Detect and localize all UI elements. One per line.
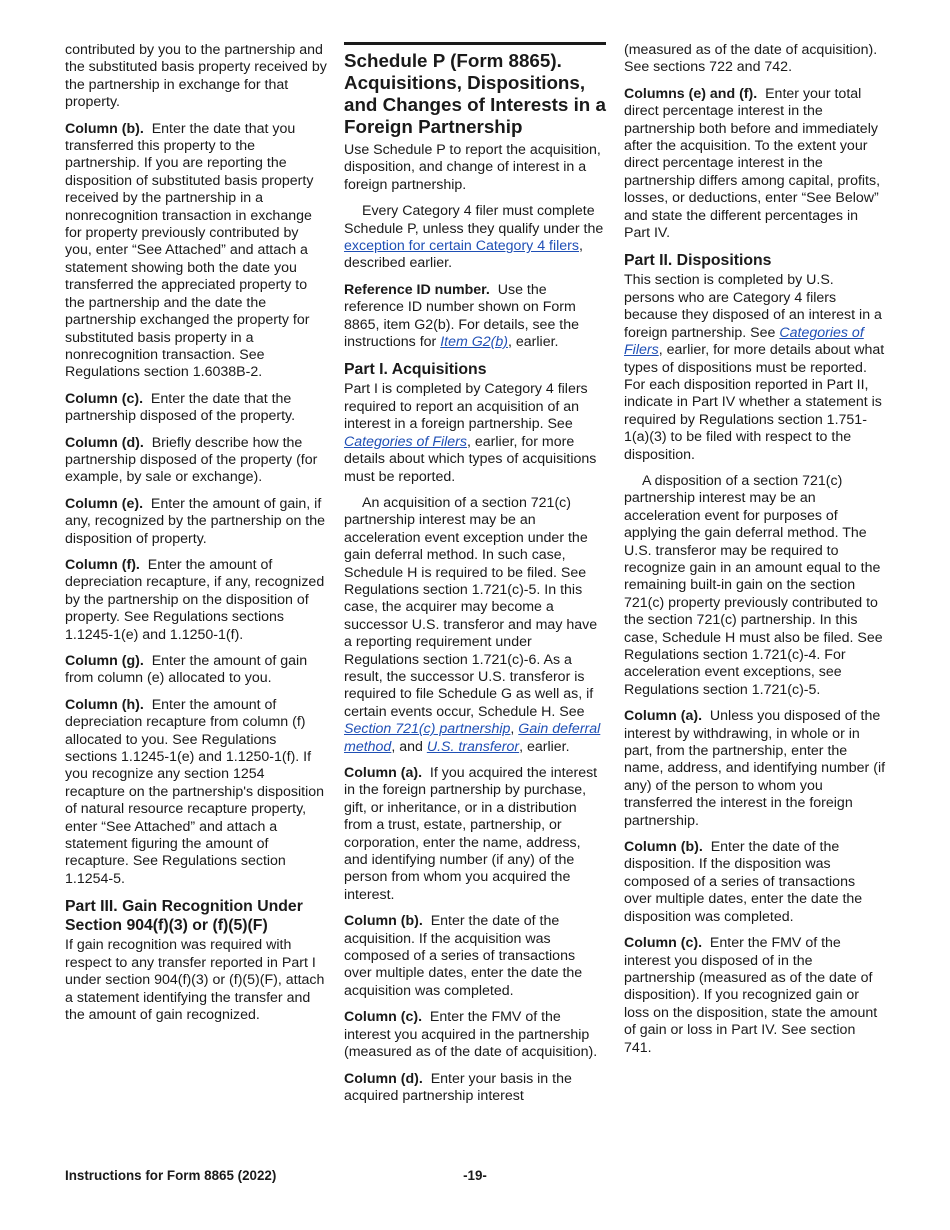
columns-e-f-text: Enter your total direct percentage interest in the partnership both before and immediately after the acquisition. To the extent your direct percentage interest in the partnership differs among capital, profits, losses, or deductions, enter “See Below” and state the different percentages in Part IV. (624, 85, 881, 242)
reference-id-text-end: , earlier. (508, 334, 559, 351)
column-h-entry (65, 697, 327, 888)
schedule-p-intro: Use Schedule P to report the acquisition, disposition, and change of interest in a foreign partnership. (344, 142, 601, 193)
disp-column-c-text: Enter the FMV of the interest you disposed of in the partnership (measured as of the date of disposition). If you recognized gain or loss on the disposition, state the amount of gain or loss in Part IV. See section 741. (624, 935, 878, 1056)
link-separator: , and (391, 738, 427, 755)
column-g-text: Enter the amount of gain from column (e) allocated to you. (65, 653, 308, 687)
acq-column-c-text: Enter the FMV of the interest you acquired in the partnership (measured as of the date of acquisition). (344, 1009, 598, 1061)
item-g2b-link[interactable]: Item G2(b) (440, 334, 509, 351)
us-transferor-link[interactable]: U.S. transferor (426, 738, 520, 755)
column-f-label: Column (f). (65, 556, 140, 573)
acq-column-a-entry (344, 765, 606, 904)
column-b-label: Column (b). (65, 120, 144, 137)
part1-heading: Part I. Acquisitions (344, 361, 487, 379)
part2-heading: Part II. Dispositions (624, 252, 772, 270)
column-b-text: Enter the date that you transferred this property to the partnership. If you are reporting the disposition of substituted basis property received by the partnership in a nonrecognition transaction in exchange for property previously contributed by you, enter “See Attached” and attach a statement showing both the date you transferred the appreciated property to the partnership and the date the partnership exchanged the property for substituted basis property in a nonrecognition transaction. See Regulations section 1.6038B-2. (65, 120, 314, 381)
acq-column-c-label: Column (c). (344, 1009, 423, 1026)
disp-column-a-entry (624, 708, 886, 830)
acq-column-a-text: If you acquired the interest in the foreign partnership by purchase, gift, or inheritance, or in a distribution from a trust, estate, partnership, or corporation, enter the name, address, and identifying number (if any) of the person from whom you acquired the interest. (344, 765, 598, 903)
column-h-text: Enter the amount of depreciation recapture from column (f) allocated to you. See Regulations sections 1.1245-1(e) and 1.1250-1(f). If you recognize any section 1254 recapture on the partnership's disposition of natural resource recapture property, enter “See Attached” and attach a statement figuring the amount of recapture. See Regulations section 1.1254-5. (65, 696, 325, 887)
column-g-entry (65, 653, 327, 688)
column-c-label: Column (c). (65, 390, 144, 407)
column-right (624, 42, 886, 1066)
page-number: -19- (463, 1168, 487, 1183)
column-e-label: Column (e). (65, 495, 144, 512)
column-c-text: Enter the date that the partnership disposed of the property. (65, 390, 296, 425)
part2-paragraph (624, 272, 886, 463)
columns-e-f-entry (624, 86, 886, 243)
acq-column-b-entry (344, 913, 606, 1000)
acq-column-b-label: Column (b). (344, 913, 423, 930)
column-middle (344, 42, 606, 1114)
columns-e-f-label: Columns (e) and (f). (624, 85, 758, 102)
part3-text: If gain recognition was required with respect to any transfer reported in Part I under section 904(f)(3) or (f)(5)(F), attach a statement identifying the transfer and the amount of gain recognized. (65, 937, 325, 1023)
column-e-text: Enter the amount of gain, if any, recognized by the partnership on the disposition of property. (65, 495, 326, 547)
disp-column-c-label: Column (c). (624, 935, 703, 952)
paragraph-continued: contributed by you to the partnership and the substituted basis property received by the partnership in exchange for that property. (65, 42, 327, 111)
section-721c-partnership-link[interactable]: Section 721(c) partnership (344, 721, 511, 738)
column-d-label: Column (d). (65, 434, 144, 451)
column-left (65, 42, 327, 1033)
part1-paragraph (344, 381, 606, 485)
column-d-entry (65, 435, 327, 487)
disp-column-a-label: Column (a). (624, 708, 703, 725)
acquisition-721c-text-end: , earlier. (519, 738, 570, 755)
column-c-entry (65, 391, 327, 426)
acq-column-d-entry (344, 1071, 606, 1106)
column-g-label: Column (g). (65, 653, 144, 669)
disp-column-b-text: Enter the date of the disposition. If the disposition was composed of a series of transactions over multiple dates, enter the date the disposition was completed. (624, 839, 863, 925)
column-h-label: Column (h). (65, 696, 144, 713)
reference-id-label: Reference ID number. (344, 281, 490, 298)
acq-column-a-label: Column (a). (344, 765, 423, 781)
acq-column-b-text: Enter the date of the acquisition. If the acquisition was composed of a series of transactions over multiple dates, enter the date the acquisition was completed. (344, 913, 583, 999)
part2-text-end: , earlier, for more details about what types of dispositions must be reported. For each disposition reported in Part II, indicate in Part IV whether a statement is required by Regulations section 1.751-1(a)(3) to be filed with respect to the disposition. (624, 342, 885, 463)
reference-id-text: Use the reference ID number shown on Form 8865, item G2(b). For details, see the instructions for (344, 281, 579, 351)
column-f-entry (65, 557, 327, 644)
category4-paragraph (344, 203, 606, 273)
column-b-entry (65, 121, 327, 382)
footer-form-title: Instructions for Form 8865 (2022) (65, 1168, 277, 1183)
part3-heading: Part III. Gain Recognition Under Section 904(f)(3) or (f)(5)(F) (65, 898, 303, 935)
link-separator: , (510, 721, 519, 738)
disp-column-a-text: Unless you disposed of the interest by withdrawing, in whole or in part, from the partnership, enter the name, address, and identifying number (if any) of the person to whom you transferred the interest in the foreign partnership. (624, 708, 886, 829)
category4-exception-link[interactable]: exception for certain Category 4 filers (344, 238, 579, 255)
acq-column-d-text: Enter your basis in the acquired partnership interest (344, 1070, 572, 1104)
category4-text-end: , described earlier. (344, 238, 583, 272)
part2-text: This section is completed by U.S. persons who are Category 4 filers because they disposed of an interest in a foreign partnership. See (624, 272, 882, 341)
part1-text-end: , earlier, for more details about which types of acquisitions must be reported. (344, 433, 597, 485)
acquisition-721c-paragraph (344, 495, 606, 756)
column-f-text: Enter the amount of depreciation recapture, if any, recognized by the partnership on the disposition of property. See Regulations sections 1.1245-1(e) and 1.1250-1(f). (65, 556, 325, 643)
schedule-p-heading: Schedule P (Form 8865). Acquisitions, Dispositions, and Changes of Interests in a Foreign Partnership (344, 42, 606, 138)
column-e-entry (65, 496, 327, 548)
disp-column-c-entry (624, 935, 886, 1057)
reference-id-entry (344, 282, 606, 352)
disp-column-b-entry (624, 839, 886, 926)
category4-text: Every Category 4 filer must complete Schedule P, unless they qualify under the (344, 203, 604, 237)
part1-text: Part I is completed by Category 4 filers required to report an acquisition of an interest in a foreign partnership. See (344, 381, 588, 433)
paragraph-continued: (measured as of the date of acquisition). See sections 722 and 742. (624, 42, 878, 76)
acq-column-d-label: Column (d). (344, 1070, 423, 1087)
disp-column-b-label: Column (b). (624, 839, 703, 856)
acq-column-c-entry (344, 1009, 606, 1061)
acquisition-721c-text: An acquisition of a section 721(c) partnership interest may be an acceleration event exception under the gain deferral method. In such case, Schedule H is required to be filed. See Regulations section 1.721(c)-5. In this case, the acquirer may become a successor U.S. transferor and may have a reporting requirement under Regulations section 1.721(c)-6. As a result, the successor U.S. transferor is required to file Schedule G as well as, if certain events occur, Schedule H. See (344, 494, 598, 720)
column-d-text: Briefly describe how the partnership disposed of the property (for example, by sale or exchange). (65, 434, 318, 486)
categories-of-filers-link[interactable]: Categories of Filers (624, 324, 864, 359)
gain-deferral-method-link[interactable]: Gain deferral method (344, 721, 601, 755)
categories-of-filers-link[interactable]: Categories of Filers (344, 433, 468, 450)
disposition-721c-paragraph: A disposition of a section 721(c) partnership interest may be an acceleration event for purposes of applying the gain deferral method. The U.S. transferor may be required to recognize gain in an amount equal to the remaining built-in gain on the section 721(c) property previously contributed to the section 721(c) partnership. In this case, Schedule H must also be filed. See Regulations section 1.721(c)-4. For acceleration event exceptions, see Regulations section 1.721(c)-5. (624, 472, 883, 698)
